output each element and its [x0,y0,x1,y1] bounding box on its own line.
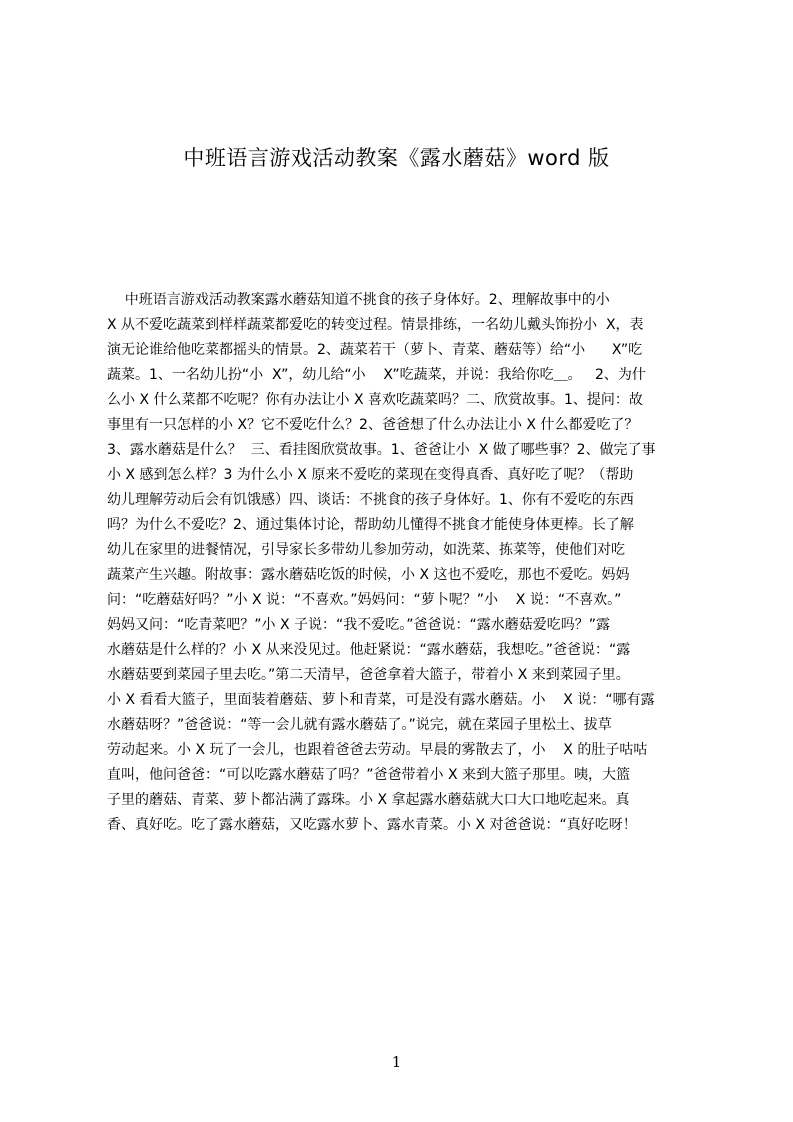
body-line: 水蘑菇是什么样的？小 X 从来没见过。他赶紧说：“露水蘑菇，我想吃。”爸爸说：“露 [107,642,631,658]
body-line: 小 X 感到怎么样？3 为什么小 X 原来不爱吃的菜现在变得真香、真好吃了呢？（帮助 [107,467,634,483]
body-line: 问：“吃蘑菇好吗？”小 X 说：“不喜欢。”妈妈问：“萝卜呢？”小 X 说：“不喜欢。” [107,592,622,608]
body-line: 中班语言游戏活动教案露水蘑菇知道不挑食的孩子身体好。2、理解故事中的小 [107,292,610,308]
body-line: 劳动起来。小 X 玩了一会儿，也跟着爸爸去劳动。早晨的雾散去了，小 X 的肚子咕咕 [107,742,648,758]
body-line: 事里有一只怎样的小 X？它不爱吃什么？2、爸爸想了什么办法让小 X 什么都爱吃了？ [107,417,639,433]
body-line: 吗？为什么不爱吃？2、通过集体讨论，帮助幼儿懂得不挑食才能使身体更棒。长了解 [107,517,634,533]
body-line: 直叫，他问爸爸：“可以吃露水蘑菇了吗？”爸爸带着小 X 来到大篮子那里。咦，大篮 [107,767,630,783]
body-line: 妈妈又问：“吃青菜吧？”小 X 子说：“我不爱吃。”爸爸说：“露水蘑菇爱吃吗？”露 [107,617,611,633]
body-line: 子里的蘑菇、青菜、萝卜都沾满了露珠。小 X 拿起露水蘑菇就大口大口地吃起来。真 [107,792,630,808]
body-line: 香、真好吃。吃了露水蘑菇，又吃露水萝卜、露水青菜。小 X 对爸爸说：“真好吃呀！ [107,817,637,833]
body-line: 幼儿在家里的进餐情况，引导家长多带幼儿参加劳动，如洗菜、拣菜等，使他们对吃 [107,542,625,558]
body-line: 3、露水蘑菇是什么？ 三、看挂图欣赏故事。1、爸爸让小 X 做了哪些事？2、做完了事 [107,442,656,458]
body-line: 蔬菜产生兴趣。附故事：露水蘑菇吃饭的时候，小 X 这也不爱吃，那也不爱吃。妈妈 [107,567,630,583]
page-number: 1 [391,1053,402,1071]
body-line: 幼儿理解劳动后会有饥饿感）四、谈话：不挑食的孩子身体好。1、你有不爱吃的东西 [107,492,634,508]
body-line: 么小 X 什么菜都不吃呢？你有办法让小 X 喜欢吃蔬菜吗？二、欣赏故事。1、提问：故 [107,392,643,408]
body-line: 小 X 看看大篮子，里面装着蘑菇、萝卜和青菜，可是没有露水蘑菇。小 X 说：“哪有露 [107,692,655,708]
document-title: 中班语言游戏活动教案《露水蘑菇》word 版 [183,146,610,170]
document-body [107,288,697,838]
body-line: 蔬菜。1、一名幼儿扮“小 X”，幼儿给“小 X”吃蔬菜，并说：我给你吃＿。 2、为什 [107,367,646,383]
body-line: 水蘑菇呀？”爸爸说：“等一会儿就有露水蘑菇了。”说完，就在菜园子里松土、拔草 [107,717,612,733]
body-line: 水蘑菇要到菜园子里去吃。”第二天清早，爸爸拿着大篮子，带着小 X 来到菜园子里。 [107,667,630,683]
body-line: X 从不爱吃蔬菜到样样蔬菜都爱吃的转变过程。情景排练，一名幼儿戴头饰扮小 X，表 [107,317,644,333]
body-line: 演无论谁给他吃菜都摇头的情景。2、蔬菜若干（萝卜、青菜、蘑菇等）给“小 X”吃 [107,342,643,358]
